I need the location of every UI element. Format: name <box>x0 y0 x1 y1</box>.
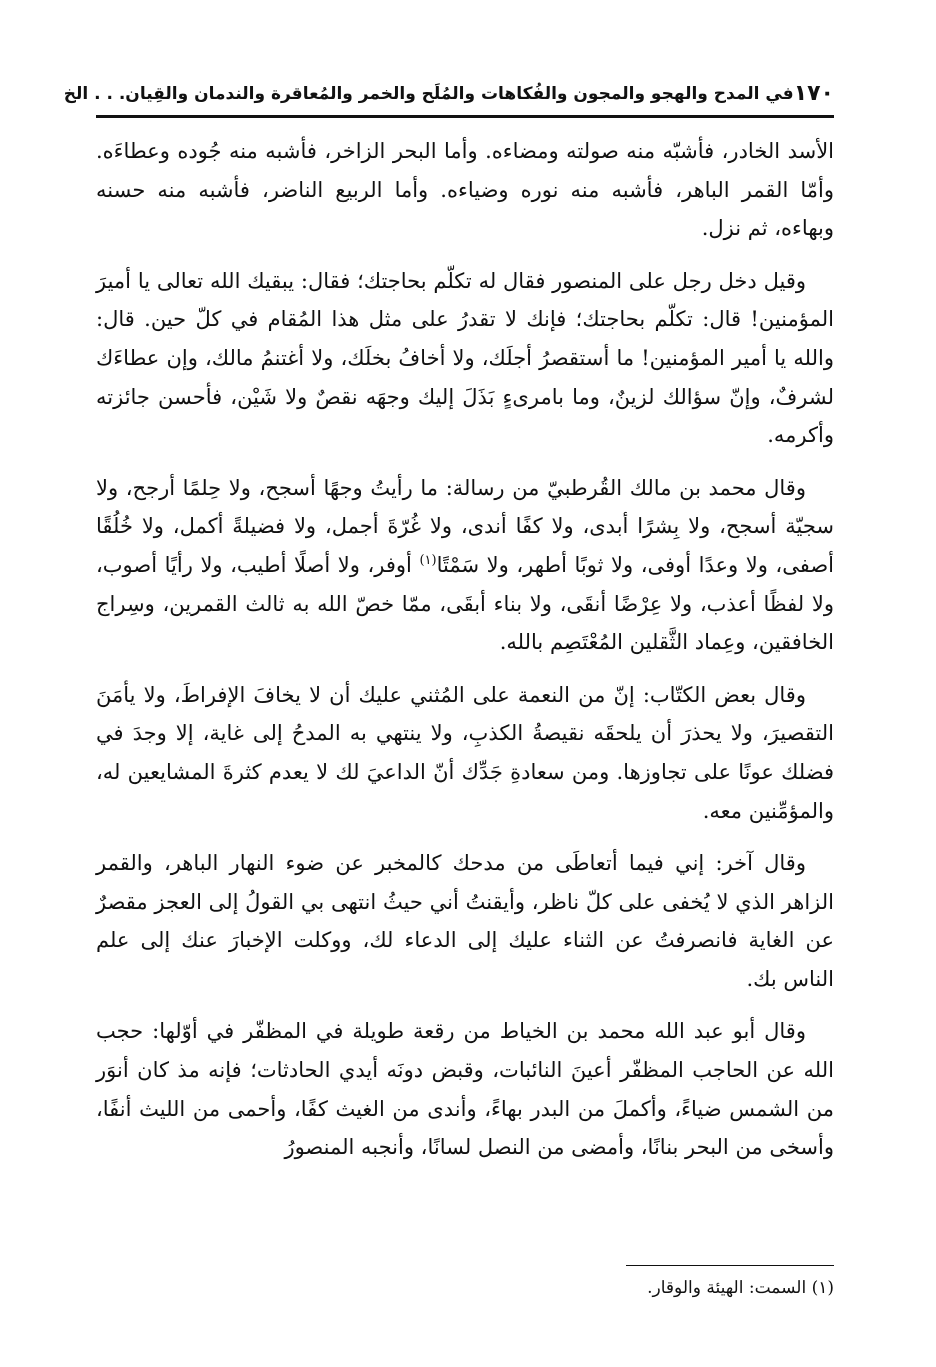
footnote-reference: (١) <box>419 552 437 568</box>
paragraph <box>96 469 834 662</box>
page-header <box>63 78 834 118</box>
paragraph: وقيل دخل رجل على المنصور فقال له تكلّم بحاجتك؛ فقال: يبقيك الله تعالى يا أميرَ المؤمنين! قال: تكلّم بحاجتك؛ فإنك لا تقدرُ على مثل هذا المُقام في كلّ حين. قال: والله يا أمير المؤمنين! ما أستقصرُ أجلَك، ولا أخافُ بخلَك، ولا أغتنمُ مالك، وإن عطاءَك لشرفٌ، وإنّ سؤالك لزينٌ، وما بامرىءٍ بَذَلَ إليك وجهَه نقصٌ ولا شَيْن، فأحسن جائزته وأكرمه. <box>96 268 834 448</box>
paragraph: الأسد الخادر، فأشبّه منه صولته ومضاءه. وأما البحر الزاخر، فأشبه منه جُوده وعطاءَه. وأمّا القمر الباهر، فأشبه منه نوره وضياءه. وأما الربيع الناضر، فأشبه منه حسنه وبهاءه، ثم نزل. <box>96 139 834 241</box>
footnote-divider <box>626 1265 834 1266</box>
paragraph-text: وقال محمد بن مالك القُرطبيّ من رسالة: ما رأيتُ وجهًا أسجح، ولا حِلمًا أرجح، ولا سجيّة أسجح، ولا بِشرًا أبدى، ولا كفًا أندى، ولا غُرّةَ أجمل، ولا فضيلةً أكمل، ولا خُلُقًا أصفى، ولا وعدًا أوفى، ولا ثوبًا أطهر، ولا سَمْتًا <box>96 475 834 577</box>
footnote: (١) السمت: الهيئة والوقار. <box>647 1278 834 1298</box>
paragraph: وقال بعض الكتّاب: إنّ من النعمة على المُثني عليك أن لا يخافَ الإفراطَ، ولا يأمَنَ التقصيرَ، ولا يحذرَ أن يلحقَه نقيصةُ الكذبِ، ولا ينتهي به المدحُ إلى غاية، إلا وجدَ في فضلك عونًا على تجاوزها. ومن سعادةِ جَدِّك أنّ الداعيَ لك لا يعدم كثرةَ المشايعين له، والمؤمِّنين معه. <box>96 682 834 823</box>
running-title: في المدح والهجو والمجون والفُكاهات والمُلَح والخمر والمُعاقرة والندمان والقِيان. . . الخ <box>63 83 794 104</box>
page-number: ١٧٠ <box>793 81 834 106</box>
paragraph: وقال آخر: إني فيما أتعاطَى من مدحك كالمخبر عن ضوء النهار الباهر، والقمر الزاهر الذي لا يُخفى على كلّ ناظر، وأيقنتُ أني حيثُ انتهى بي القولُ إلى العجز مقصرٌ عن الغاية فانصرفتُ عن الثناء عليك إلى الدعاء لك، ووكلت الإخبارَ عنك إلى علم الناس بك. <box>96 851 834 991</box>
paragraph: وقال أبو عبد الله محمد بن الخياط من رقعة طويلة في المظفّر في أوّلها: حجب الله عن الحاجب المظفّر أعينَ النائبات، وقبض دونَه أيدي الحادثات؛ فإنه مذ كان أنوَر من الشمس ضياءً، وأكملَ من البدر بهاءً، وأندى من الغيث كفًا، وأحمى من الليث أنفًا، وأسخى من البحر بنانًا، وأمضى من النصل لسانًا، وأنجبه المنصورُ <box>96 1019 834 1160</box>
body-text <box>96 132 834 1181</box>
paragraph-text: أوفر، ولا أصلًا أطيب، ولا رأيًا أصوب، ولا لفظًا أعذب، ولا عِرْضًا أنقَى، ولا بناء أبقَى، ممّا خصّ الله به ثالث القمرين، وسِراج الخافقين، وعِماد الثَّقلين المُعْتَصِم بالله. <box>96 552 834 655</box>
